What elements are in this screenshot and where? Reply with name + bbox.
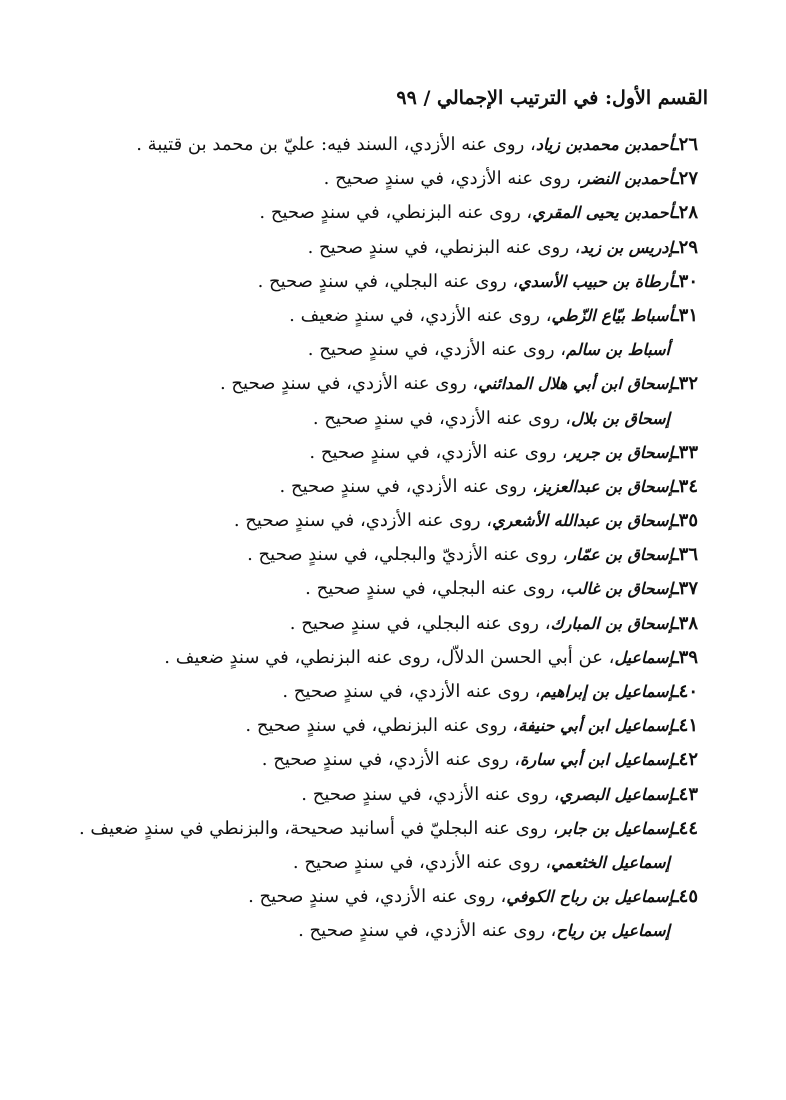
narrator-name: إسماعيل بن إبراهيم bbox=[540, 682, 674, 701]
entry-text: ، روى عنه الأزدي، في سندٍ صحيح . bbox=[279, 475, 538, 497]
entry bbox=[78, 812, 698, 846]
entry-number: ٤١ـ bbox=[673, 715, 698, 737]
entry-text: ، روى عنه الأزدي، في سندٍ صحيح . bbox=[301, 783, 560, 805]
entry bbox=[78, 538, 698, 572]
entry bbox=[78, 162, 698, 196]
entry bbox=[78, 265, 698, 299]
narrator-name: إسحاق بن المبارك bbox=[550, 613, 674, 633]
entry-text: ، روى عنه الأزدي، في سندٍ صحيح . bbox=[219, 373, 479, 395]
entry-number: ٣١ـ bbox=[673, 304, 698, 326]
entry-number: ٣٧ـ bbox=[673, 578, 698, 600]
entry bbox=[78, 299, 698, 333]
entry-list bbox=[78, 128, 698, 949]
entry-text: ، روى عنه البجلي، في سندٍ صحيح . bbox=[257, 270, 519, 292]
sub-entry bbox=[78, 402, 698, 436]
entry-text: ، عن أبي الحسن الدلاّل، روى عنه البزنطي، في سندٍ ضعيف . bbox=[164, 646, 615, 668]
entry-text: ، روى عنه الأزدي، السند فيه: عليّ بن محمد بن قتيبة . bbox=[136, 134, 536, 155]
entry-number: ٣٨ـ bbox=[673, 612, 698, 634]
entry-text: ، روى عنه الأزدي، في سندٍ ضعيف . bbox=[289, 304, 552, 326]
entry bbox=[78, 231, 698, 265]
entry bbox=[78, 128, 698, 162]
entry-number: ٢٨ـ bbox=[673, 202, 698, 224]
entry-text: ، روى عنه الأزدي، في سندٍ صحيح . bbox=[292, 851, 552, 873]
entry-number: ٣٣ـ bbox=[673, 441, 698, 463]
entry-text: ، روى عنه البزنطي، في سندٍ صحيح . bbox=[307, 236, 581, 258]
entry-text: ، روى عنه البزنطي، في سندٍ صحيح . bbox=[259, 202, 533, 224]
entry-text: ، روى عنه البجلي، في سندٍ صحيح . bbox=[289, 612, 551, 634]
narrator-name: إسحاق بن بلال bbox=[571, 408, 670, 428]
sub-entry bbox=[78, 333, 698, 367]
entry-number: ٣٠ـ bbox=[673, 270, 698, 292]
entry-text: ، روى عنه الأزدي، في سندٍ صحيح . bbox=[312, 407, 572, 429]
narrator-name: إسماعيل بن رياح bbox=[556, 921, 670, 941]
entry-number: ٣٩ـ bbox=[673, 646, 698, 668]
entry-text: ، روى عنه البجلي، في سندٍ صحيح . bbox=[305, 578, 566, 600]
entry-number: ٣٤ـ bbox=[673, 475, 698, 497]
entry-number: ٣٦ـ bbox=[673, 544, 698, 566]
entry-number: ٤٣ـ bbox=[673, 783, 698, 805]
entry-number: ٤٢ـ bbox=[673, 749, 698, 771]
entry-number: ٤٠ـ bbox=[673, 681, 698, 702]
entry-text: ، روى عنه الأزدي، في سندٍ صحيح . bbox=[233, 510, 493, 532]
narrator-name: إسماعيل الخثعمي bbox=[551, 852, 670, 872]
entry bbox=[78, 196, 698, 230]
entry-text: ، روى عنه الأزدي، في سندٍ صحيح . bbox=[248, 886, 507, 908]
entry bbox=[78, 504, 698, 538]
narrator-name: إسحاق بن عبدالعزيز bbox=[537, 476, 674, 496]
page-header: القسم الأول: في الترتيب الإجمالي / ٩٩ bbox=[396, 87, 708, 109]
narrator-name: أرطاة بن حبيب الأسدي bbox=[518, 271, 674, 291]
entry-text: ، روى عنه الأزدي، في سندٍ صحيح . bbox=[323, 168, 582, 190]
narrator-name: إدريس بن زيد bbox=[580, 237, 674, 257]
narrator-name: إسماعيل بن رباح الكوفي bbox=[506, 887, 674, 907]
narrator-name: إسماعيل بن جابر bbox=[558, 818, 674, 838]
entry-text: ، روى عنه الأزدي، في سندٍ صحيح . bbox=[309, 441, 568, 463]
entry-number: ٣٥ـ bbox=[673, 510, 698, 532]
entry-text: ، روى عنه البجليّ في أسانيد صحيحة، والبزنطي في سندٍ ضعيف . bbox=[78, 817, 559, 839]
entry bbox=[78, 572, 698, 606]
entry-number: ٤٤ـ bbox=[673, 817, 698, 839]
narrator-name: إسماعيل bbox=[614, 647, 674, 667]
entry-text: ، روى عنه الأزدي، في سندٍ صحيح . bbox=[282, 681, 541, 702]
entry-number: ٤٥ـ bbox=[673, 886, 698, 908]
entry bbox=[78, 778, 698, 812]
sub-entry bbox=[78, 914, 698, 948]
entry bbox=[78, 675, 698, 709]
narrator-name: إسحاق بن جرير bbox=[567, 442, 674, 462]
entry bbox=[78, 709, 698, 743]
entry bbox=[78, 743, 698, 777]
entry bbox=[78, 367, 698, 401]
entry bbox=[78, 436, 698, 470]
narrator-name: أحمدبن محمدبن زياد bbox=[535, 135, 674, 154]
entry-number: ٢٩ـ bbox=[673, 236, 698, 258]
entry bbox=[78, 641, 698, 675]
entry-number: ٣٢ـ bbox=[673, 373, 698, 395]
narrator-name: أحمدبن النضر bbox=[581, 169, 674, 189]
entry bbox=[78, 880, 698, 914]
entry-text: ، روى عنه الأزدي، في سندٍ صحيح . bbox=[307, 339, 567, 361]
entry-number: ٢٧ـ bbox=[673, 168, 698, 190]
entry bbox=[78, 470, 698, 504]
sub-entry bbox=[78, 846, 698, 880]
narrator-name: إسماعيل البصري bbox=[559, 784, 674, 804]
narrator-name: إسحاق ابن أبي هلال المدائني bbox=[478, 374, 674, 394]
narrator-name: إسحاق بن غالب bbox=[565, 579, 674, 599]
narrator-name: أسباط بن سالم bbox=[566, 340, 670, 360]
narrator-name: إسماعيل ابن أبي حنيفة bbox=[518, 716, 674, 736]
narrator-name: إسحاق بن عبدالله الأشعري bbox=[492, 511, 674, 531]
narrator-name: إسحاق بن عمّار bbox=[568, 545, 674, 565]
narrator-name: إسماعيل ابن أبي سارة bbox=[520, 750, 674, 770]
narrator-name: أسباط بيّاع الزّطي bbox=[551, 305, 674, 325]
entry-number: ٢٦ـ bbox=[673, 134, 698, 155]
entry-text: ، روى عنه الأزدي، في سندٍ صحيح . bbox=[298, 920, 557, 942]
entry-text: ، روى عنه البزنطي، في سندٍ صحيح . bbox=[245, 715, 519, 737]
entry-text: ، روى عنه الأزديّ والبجلي، في سندٍ صحيح . bbox=[247, 544, 569, 566]
entry-text: ، روى عنه الأزدي، في سندٍ صحيح . bbox=[261, 749, 521, 771]
entry bbox=[78, 607, 698, 641]
narrator-name: أحمدبن يحيى المقري bbox=[532, 203, 674, 223]
